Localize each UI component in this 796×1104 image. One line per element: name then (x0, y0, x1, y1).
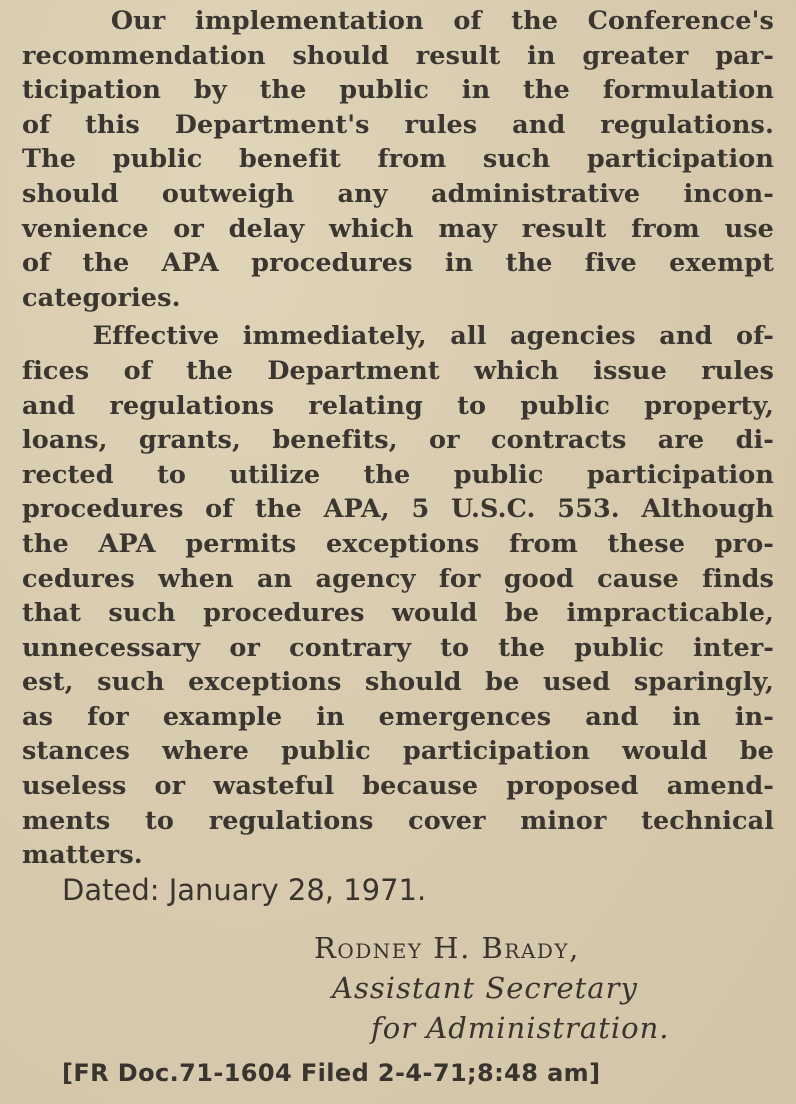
paragraph-line: recommendation should result in greater par- (22, 40, 774, 71)
paragraph-line: ments to regulations cover minor technical (22, 805, 774, 836)
paragraph-line: stances where public participation would be (22, 736, 774, 767)
paragraph-line: procedures of the APA, 5 U.S.C. 553. Although (22, 494, 774, 525)
paragraph-line: the APA permits exceptions from these pro- (22, 528, 774, 559)
paragraph-2 (22, 319, 774, 873)
paragraph-line: useless or wasteful because proposed amend- (22, 771, 774, 802)
paragraph-line: as for example in emergences and in in- (22, 701, 774, 732)
paragraph-line: unnecessary or contrary to the public inter- (22, 632, 774, 663)
paragraph-line: The public benefit from such participation (22, 144, 774, 175)
paragraph-line: that such procedures would be impracticable, (22, 598, 774, 629)
dated-line: Dated: January 28, 1971. (62, 873, 427, 907)
paragraph-line: matters. (22, 840, 143, 871)
paragraph-line: of the APA procedures in the five exempt (22, 248, 774, 279)
paragraph-line: venience or delay which may result from use (22, 213, 774, 244)
paragraph-line: ticipation by the public in the formulation (22, 75, 774, 106)
paragraph-line: fices of the Department which issue rules (22, 355, 774, 386)
paragraph-line: categories. (22, 282, 181, 313)
paragraph-line: est, such exceptions should be used sparingly, (22, 667, 774, 698)
signatory-title-line-1: Assistant Secretary (332, 971, 638, 1005)
signatory-title-line-2: for Administration. (371, 1011, 670, 1045)
paragraph-line: cedures when an agency for good cause finds (22, 563, 774, 594)
paragraph-line: should outweigh any administrative incon- (22, 178, 774, 209)
paragraph-line: rected to utilize the public participation (22, 459, 774, 490)
paragraph-1 (22, 4, 774, 315)
paragraph-line: and regulations relating to public property, (22, 390, 774, 421)
paragraph-line: loans, grants, benefits, or contracts are di- (22, 425, 774, 456)
paragraph-line: Effective immediately, all agencies and of- (22, 321, 774, 352)
body-text (22, 4, 774, 873)
paragraph-line: of this Department's rules and regulations. (22, 109, 774, 140)
filing-notice: [FR Doc.71-1604 Filed 2-4-71;8:48 am] (62, 1059, 601, 1087)
signatory-name: Rodney H. Brady, (314, 931, 580, 965)
signature-block (300, 928, 740, 1048)
paragraph-line: Our implementation of the Conference's (22, 6, 774, 36)
